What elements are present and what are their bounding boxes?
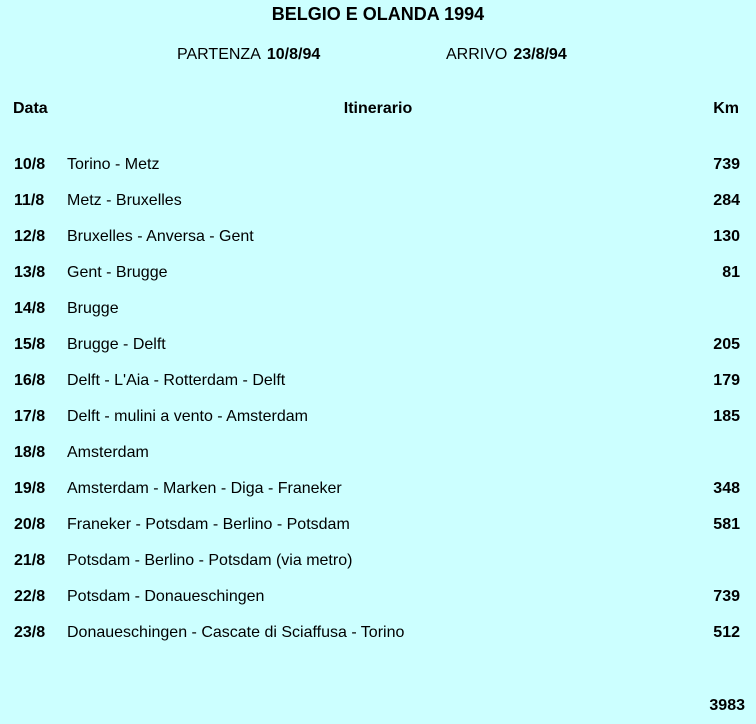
- row-km: 581: [713, 516, 740, 533]
- row-route: Bruxelles - Anversa - Gent: [67, 228, 254, 245]
- row-date: 21/8: [14, 552, 46, 569]
- row-route: Metz - Bruxelles: [67, 192, 182, 209]
- table-row: [0, 621, 756, 657]
- table-row: [0, 153, 756, 189]
- table-row: [0, 405, 756, 441]
- row-route: Brugge - Delft: [67, 336, 166, 353]
- arrival-date: 23/8/94: [513, 46, 567, 63]
- row-route: Brugge: [67, 300, 119, 317]
- table-row: [0, 225, 756, 261]
- row-date: 17/8: [14, 408, 46, 425]
- row-date: 23/8: [14, 624, 46, 641]
- row-route: Potsdam - Berlino - Potsdam (via metro): [67, 552, 353, 569]
- row-date: 18/8: [14, 444, 46, 461]
- departure-date: 10/8/94: [266, 46, 321, 63]
- row-route: Gent - Brugge: [67, 264, 168, 281]
- departure-label: PARTENZA: [177, 46, 261, 63]
- row-km: 348: [713, 480, 740, 497]
- row-date: 20/8: [14, 516, 46, 533]
- row-km: 205: [713, 336, 740, 353]
- row-date: 10/8: [14, 156, 46, 173]
- row-km: 512: [713, 624, 740, 641]
- row-route: Torino - Metz: [67, 156, 160, 173]
- row-route: Donaueschingen - Cascate di Sciaffusa - Torino: [67, 624, 405, 641]
- row-km: 185: [713, 408, 740, 425]
- row-route: Amsterdam - Marken - Diga - Franeker: [67, 480, 342, 497]
- row-date: 11/8: [14, 192, 45, 209]
- row-date: 19/8: [14, 480, 46, 497]
- arrival-info: [446, 46, 567, 64]
- row-date: 16/8: [14, 372, 46, 389]
- row-km: 739: [713, 156, 740, 173]
- arrival-label: ARRIVO: [446, 46, 508, 63]
- table-row: [0, 585, 756, 621]
- table-row: [0, 297, 756, 333]
- row-km: 130: [713, 228, 740, 245]
- row-route: Delft - L'Aia - Rotterdam - Delft: [67, 372, 286, 389]
- row-route: Potsdam - Donaueschingen: [67, 588, 265, 605]
- row-route: Amsterdam: [67, 444, 149, 461]
- column-header-date: Data: [13, 100, 48, 117]
- row-date: 15/8: [14, 336, 46, 353]
- table-row: [0, 369, 756, 405]
- table-row: [0, 189, 756, 225]
- row-route: Delft - mulini a vento - Amsterdam: [67, 408, 308, 425]
- table-row: [0, 441, 756, 477]
- row-km: 81: [722, 264, 740, 281]
- total-km: 3983: [709, 697, 745, 714]
- row-km: 179: [713, 372, 740, 389]
- row-km: 739: [713, 588, 740, 605]
- page-title: BELGIO E OLANDA 1994: [271, 4, 485, 24]
- table-row: [0, 477, 756, 513]
- row-date: 13/8: [14, 264, 46, 281]
- table-row: [0, 261, 756, 297]
- table-row: [0, 513, 756, 549]
- table-row: [0, 333, 756, 369]
- itinerary-table: [0, 153, 756, 657]
- row-date: 14/8: [14, 300, 46, 317]
- row-date: 22/8: [14, 588, 46, 605]
- column-header-route: Itinerario: [343, 100, 413, 117]
- row-date: 12/8: [14, 228, 46, 245]
- row-route: Franeker - Potsdam - Berlino - Potsdam: [67, 516, 350, 533]
- departure-info: [177, 46, 320, 64]
- table-row: [0, 549, 756, 585]
- column-header-km: Km: [713, 100, 739, 117]
- row-km: 284: [713, 192, 740, 209]
